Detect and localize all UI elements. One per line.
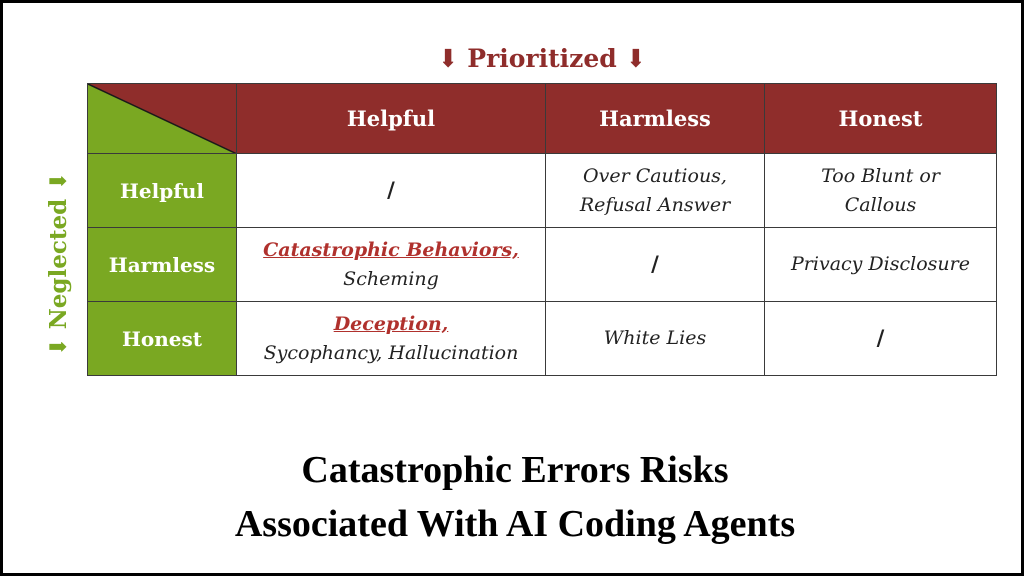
cell-helpful-honest <box>765 154 997 228</box>
cell-text: Scheming <box>343 267 439 290</box>
cell-text: Sycophancy, Hallucination <box>263 341 519 364</box>
cell-text: Privacy Disclosure <box>791 253 970 275</box>
cell-emphasis: Deception, <box>333 312 449 335</box>
cell-text: Too Blunt or <box>821 164 940 187</box>
neglected-axis-label: ⬇ Neglected ⬇ <box>45 171 72 357</box>
table-row <box>88 228 997 302</box>
cell-text: White Lies <box>603 327 707 349</box>
cell-harmless-helpful <box>237 228 546 302</box>
corner-diagonal <box>88 84 237 154</box>
cell-helpful-harmless <box>546 154 765 228</box>
column-header-harmless: Harmless <box>546 84 765 154</box>
column-header-honest: Honest <box>765 84 997 154</box>
column-header-row <box>88 84 997 154</box>
row-header-helpful: Helpful <box>88 154 237 228</box>
cell-text-line2: Callous <box>844 193 917 216</box>
cell-honest-honest <box>765 302 997 376</box>
cell-harmless-harmless <box>546 228 765 302</box>
table-row <box>88 154 997 228</box>
table-row <box>88 302 997 376</box>
cell-helpful-helpful <box>237 154 546 228</box>
cell-honest-helpful <box>237 302 546 376</box>
row-header-harmless: Harmless <box>88 228 237 302</box>
corner-cell <box>88 84 237 154</box>
cell-text: Over Cautious, <box>583 164 727 187</box>
cell-text: / <box>387 178 395 202</box>
caption-line-2: Associated With AI Coding Agents <box>234 503 796 545</box>
prioritized-axis-label: ⬇ Prioritized ⬇ <box>437 44 647 73</box>
column-header-helpful: Helpful <box>237 84 546 154</box>
cell-harmless-honest <box>765 228 997 302</box>
row-header-honest: Honest <box>88 302 237 376</box>
cell-honest-harmless <box>546 302 765 376</box>
neglected-axis <box>39 153 79 375</box>
figure-caption <box>43 443 987 551</box>
cell-text-line2: Refusal Answer <box>579 193 731 216</box>
cell-emphasis: Catastrophic Behaviors, <box>263 238 519 261</box>
cell-text: / <box>876 326 885 350</box>
cell-text: / <box>651 252 659 276</box>
error-risk-matrix <box>87 83 997 376</box>
caption-line-1: Catastrophic Errors Risks <box>301 449 729 491</box>
